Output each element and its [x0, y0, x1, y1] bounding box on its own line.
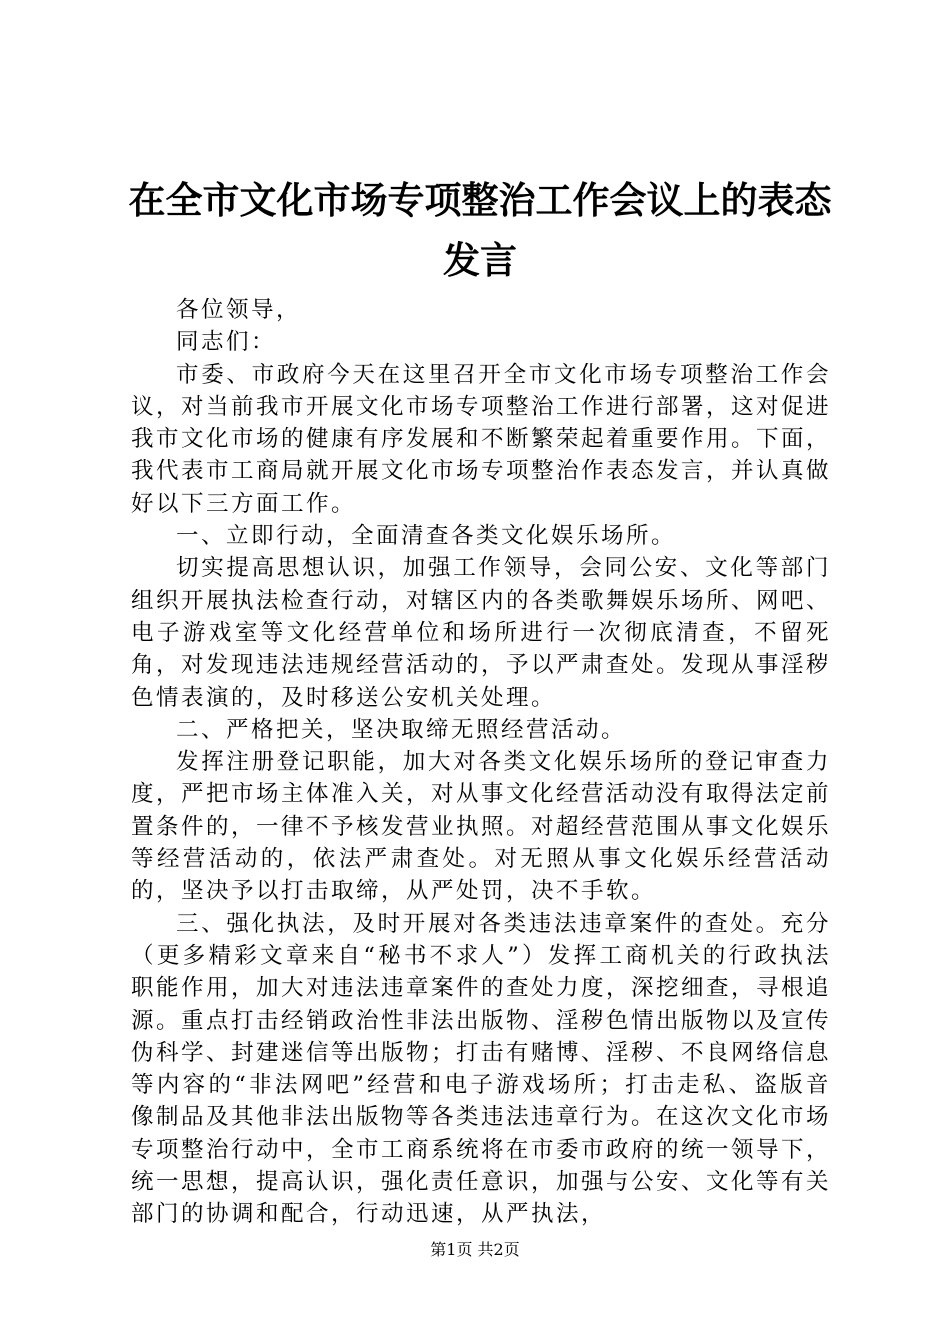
- section-heading-1: 一、立即行动，全面清查各类文化娱乐场所。: [176, 523, 677, 550]
- salutation-comrades: 同志们：: [176, 329, 277, 356]
- page-number-footer: 第1页 共2页: [430, 1240, 520, 1259]
- document-body: [131, 294, 831, 1231]
- page-title: 在全市文化市场专项整治工作会议上的表态发言: [128, 178, 832, 282]
- section-heading-2: 二、严格把关，坚决取缔无照经营活动。: [176, 716, 627, 743]
- section-3-paragraph: 三、强化执法，及时开展对各类违法违章案件的查处。充分（更多精彩文章来自“秘书不求人”）发挥工商机关的行政执法职能作用，加大对违法违章案件的查处力度，深挖细查，寻根追源。重点打击经销政治性非法出版物、淫秽色情出版物以及宣传伪科学、封建迷信等出版物；打击有赌博、淫秽、不良网络信息等内容的“非法网吧”经营和电子游戏场所；打击走私、盗版音像制品及其他非法出版物等各类违法违章行为。在这次文化市场专项整治行动中，全市工商系统将在市委市政府的统一领导下，统一思想，提高认识，强化责任意识，加强与公安、文化等有关部门的协调和配合，行动迅速，从严执法，: [131, 910, 832, 1228]
- section-body-2: 发挥注册登记职能，加大对各类文化娱乐场所的登记审查力度，严把市场主体准入关，对从事文化经营活动没有取得法定前置条件的，一律不予核发营业执照。对超经营范围从事文化娱乐等经营活动的，依法严肃查处。对无照从事文化娱乐经营活动的，坚决予以打击取缔，从严处罚，决不手软。: [131, 749, 832, 905]
- salutation-leaders: 各位领导，: [176, 297, 302, 323]
- section-body-1: 切实提高思想认识，加强工作领导，会同公安、文化等部门组织开展执法检查行动，对辖区内的各类歌舞娱乐场所、网吧、电子游戏室等文化经营单位和场所进行一次彻底清查，不留死角，对发现违法违规经营活动的，予以严肃查处。发现从事淫秽色情表演的，及时移送公安机关处理。: [131, 555, 832, 711]
- intro-paragraph: 市委、市政府今天在这里召开全市文化市场专项整治工作会议，对当前我市开展文化市场专项整治工作进行部署，这对促进我市文化市场的健康有序发展和不断繁荣起着重要作用。下面，我代表市工商局就开展文化市场专项整治作表态发言，并认真做好以下三方面工作。: [131, 361, 832, 517]
